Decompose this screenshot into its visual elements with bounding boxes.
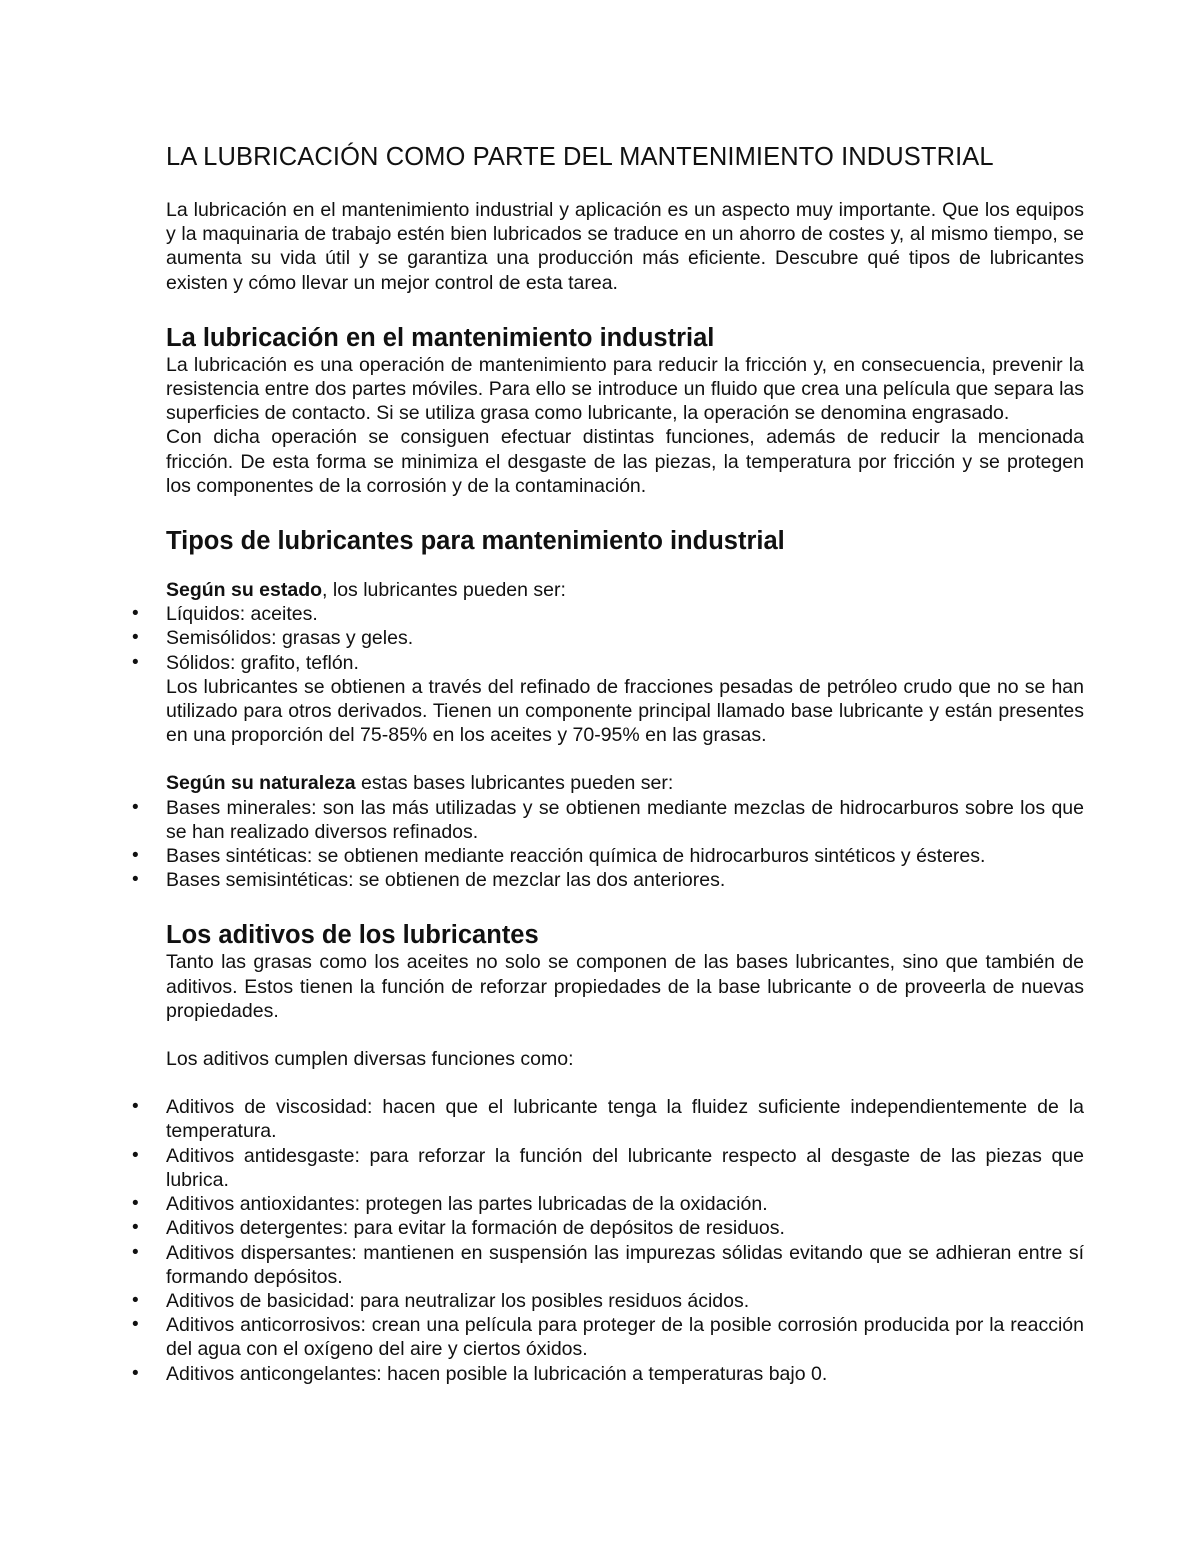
estado-list: [166, 602, 1084, 675]
estado-label: Según su estado: [166, 579, 323, 602]
section1-paragraph-2: Con dicha operación se consiguen efectuar distintas funciones, además de reducir la mencionada fricción. De esta forma se minimiza el desgaste de las piezas, la temperatura por fricción y se protegen los componentes de la corrosión y de la contaminación.: [166, 426, 1084, 497]
section-heading-lubricacion: La lubricación en el mantenimiento industrial: [166, 323, 715, 352]
list-item: • Aditivos antioxidantes: protegen las partes lubricadas de la oxidación.: [166, 1192, 1084, 1216]
naturaleza-rest: estas bases lubricantes pueden ser:: [355, 772, 674, 795]
section3-paragraph-2: Los aditivos cumplen diversas funciones como:: [166, 1048, 574, 1071]
list-item: • Bases semisintéticas: se obtienen de mezclar las dos anteriores.: [166, 868, 1084, 892]
intro-paragraph: La lubricación en el mantenimiento industrial y aplicación es un aspecto muy importante. Que los equipos y la maquinaria de trabajo estén bien lubricados se traduce en un ahorro de costes y, al mismo tiempo, se aumenta su vida útil y se garantiza una producción más eficiente. Descubre qué tipos de lubricantes existen y cómo llevar un mejor control de esta tarea.: [166, 199, 1084, 294]
naturaleza-label: Según su naturaleza: [166, 772, 356, 795]
estado-intro: [166, 578, 1084, 602]
list-item: • Líquidos: aceites.: [166, 602, 1084, 626]
list-item: • Bases minerales: son las más utilizadas y se obtienen mediante mezclas de hidrocarburos sobre los que se han realizado diversos refinados.: [166, 796, 1084, 844]
document-title: LA LUBRICACIÓN COMO PARTE DEL MANTENIMIENTO INDUSTRIAL: [166, 143, 994, 171]
list-item: • Aditivos anticorrosivos: crean una película para proteger de la posible corrosión producida por la reacción del agua con el oxígeno del aire y ciertos óxidos.: [166, 1313, 1084, 1361]
list-item: • Aditivos dispersantes: mantienen en suspensión las impurezas sólidas evitando que se adhieran entre sí formando depósitos.: [166, 1241, 1084, 1289]
aditivos-list: [166, 1095, 1084, 1385]
naturaleza-list: [166, 796, 1084, 893]
list-item: • Aditivos antidesgaste: para reforzar la función del lubricante respecto al desgaste de las piezas que lubrica.: [166, 1144, 1084, 1192]
list-item: • Aditivos de basicidad: para neutralizar los posibles residuos ácidos.: [166, 1289, 1084, 1313]
section-heading-tipos: Tipos de lubricantes para mantenimiento industrial: [166, 527, 785, 556]
list-item: • Sólidos: grafito, teflón.: [166, 651, 1084, 675]
section3-paragraph-1: Tanto las grasas como los aceites no solo se componen de las bases lubricantes, sino que también de aditivos. Estos tienen la función de reforzar propiedades de la base lubricante o de proveerla de nuevas propiedades.: [166, 951, 1084, 1022]
document-page: [166, 140, 1084, 1386]
estado-note: Los lubricantes se obtienen a través del refinado de fracciones pesadas de petróleo crudo que no se han utilizado para otros derivados. Tienen un componente principal llamado base lubricante y están presentes en una proporción del 75-85% en los aceites y 70-95% en las grasas.: [166, 675, 1084, 747]
list-item: • Aditivos de viscosidad: hacen que el lubricante tenga la fluidez suficiente independientemente de la temperatura.: [166, 1095, 1084, 1143]
list-item: • Aditivos detergentes: para evitar la formación de depósitos de residuos.: [166, 1216, 1084, 1240]
section-heading-aditivos: Los aditivos de los lubricantes: [166, 921, 539, 950]
section1-paragraph-1: La lubricación es una operación de mantenimiento para reducir la fricción y, en consecuencia, prevenir la resistencia entre dos partes móviles. Para ello se introduce un fluido que crea una película que separa las superficies de contacto. Si se utiliza grasa como lubricante, la operación se denomina engrasado.: [166, 353, 1084, 425]
estado-rest: , los lubricantes pueden ser:: [322, 579, 566, 602]
list-item: • Bases sintéticas: se obtienen mediante reacción química de hidrocarburos sintéticos y ésteres.: [166, 844, 1084, 868]
list-item: • Aditivos anticongelantes: hacen posible la lubricación a temperaturas bajo 0.: [166, 1362, 1084, 1386]
naturaleza-intro: [166, 771, 1084, 795]
list-item: • Semisólidos: grasas y geles.: [166, 626, 1084, 650]
